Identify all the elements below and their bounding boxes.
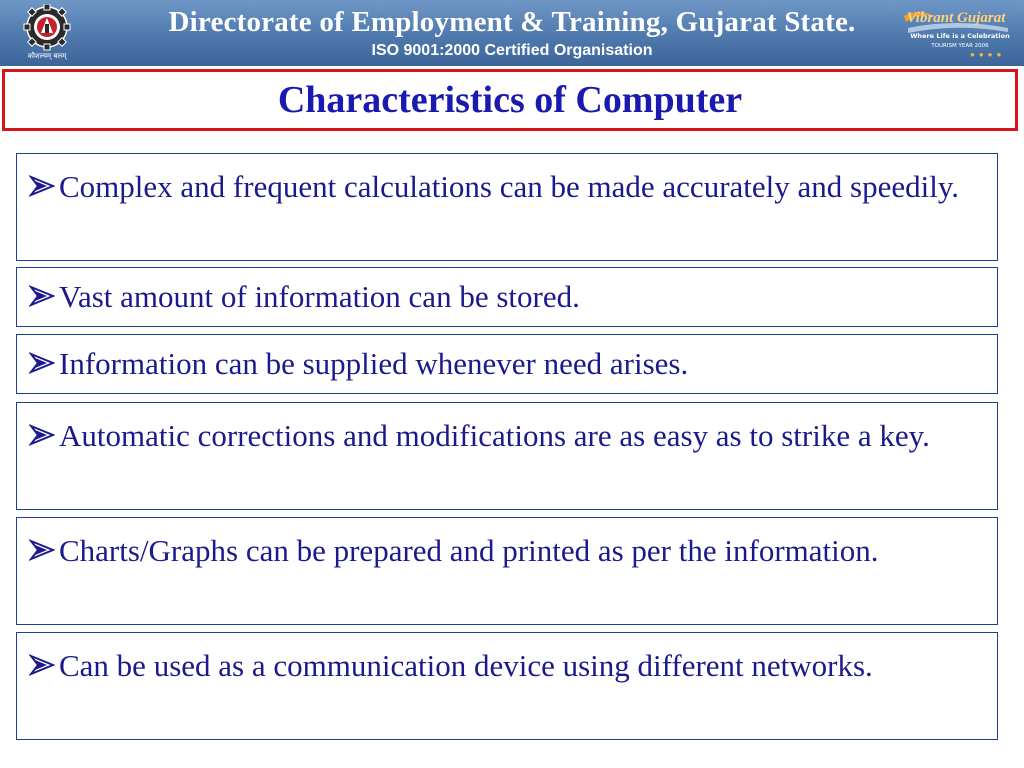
banner-title: Directorate of Employment & Training, Gujarat State. [168,6,856,38]
bullet-text: Charts/Graphs can be prepared and printed as per the information. [59,533,879,568]
bullet-item [29,341,985,387]
arrow-bullet-icon [29,424,55,446]
arrow-bullet-icon [29,175,55,197]
arrow-bullet-icon [29,539,55,561]
bullet-box [16,334,998,394]
bullet-box [16,517,998,625]
vibrant-gujarat-tagline: Where Life is a Celebration [910,32,1010,40]
banner-subtitle: ISO 9001:2000 Certified Organisation [371,42,653,59]
bullet-item [29,274,985,320]
slide-title-box [2,69,1018,131]
bullet-item [29,643,985,689]
bullet-item [29,164,985,210]
bullet-text: Information can be supplied whenever need arises. [59,346,689,381]
arrow-bullet-icon [29,654,55,676]
bullet-item [29,528,985,574]
emblem-caption: कौशल्यम् बलम् [27,52,67,60]
vibrant-gujarat-name: Vibrant Gujarat [906,10,1006,26]
arrow-bullet-icon [29,352,55,374]
slide-title: Characteristics of Computer [277,79,743,121]
bullet-text: Complex and frequent calculations can be made accurately and speedily. [59,169,960,204]
vibrant-gujarat-logo [900,6,1012,62]
bullet-text: Automatic corrections and modifications are as easy as to strike a key. [59,418,930,453]
decorative-dots-icon: ● ● ● ● [970,50,1003,59]
bullet-box [16,402,998,510]
gear-emblem-icon [22,4,72,62]
bullet-item [29,413,985,459]
gear-emblem-graphic [22,4,72,52]
bullet-box [16,267,998,327]
arrow-bullet-icon [29,285,55,307]
vibrant-gujarat-year: TOURISM YEAR 2006 [931,43,989,49]
bullet-box [16,153,998,261]
bullet-box [16,632,998,740]
bullet-text: Can be used as a communication device using different networks. [59,648,873,683]
bullet-text: Vast amount of information can be stored. [59,279,580,314]
header-banner [0,0,1024,68]
